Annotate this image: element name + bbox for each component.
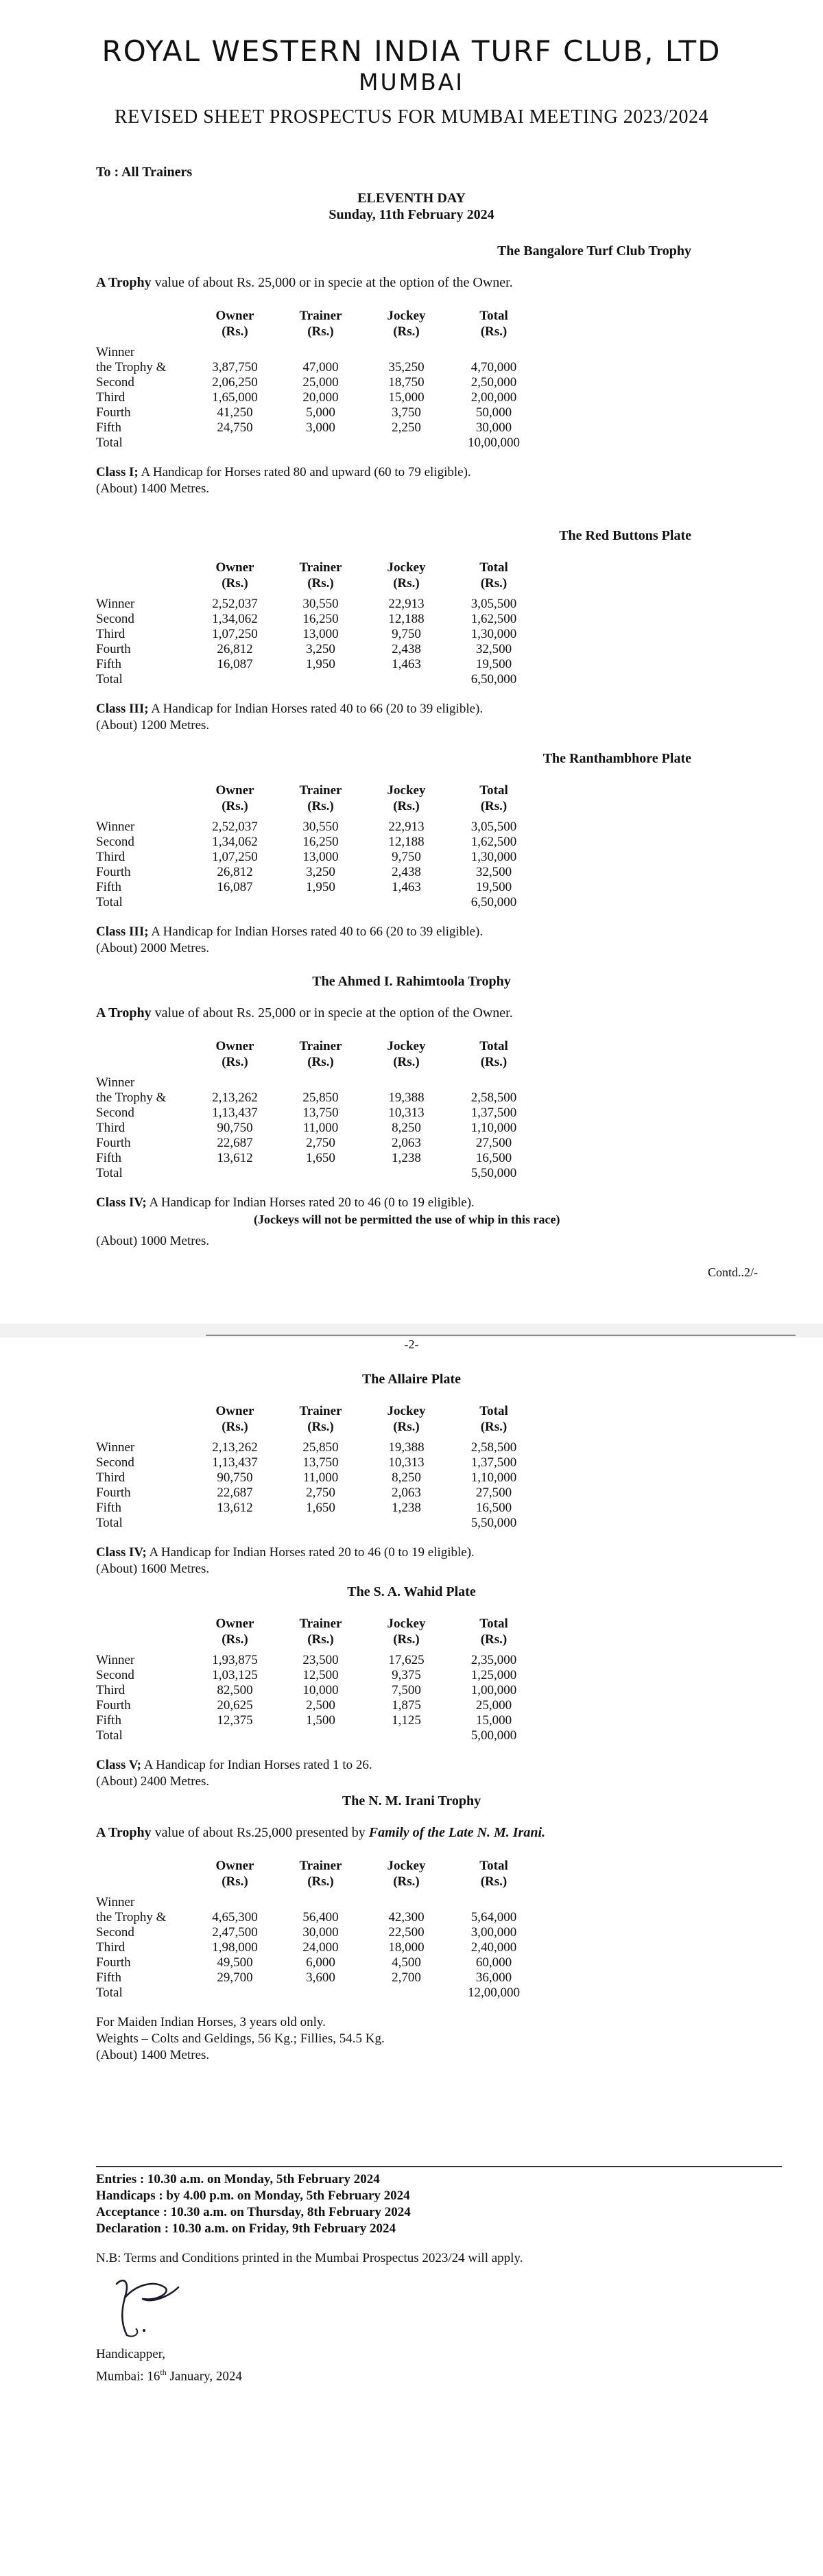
table-row: Third 90,750 11,000 8,250 1,10,000	[96, 1470, 538, 1486]
race-distance: (About) 2000 Metres.	[96, 941, 210, 955]
cell-trainer: 23,500	[302, 1653, 339, 1667]
cell-owner: 4,65,300	[212, 1910, 258, 1924]
column-header-owner: Owner (Rs.)	[215, 309, 254, 339]
cell-total: 16,500	[475, 1501, 512, 1515]
cell-total: 30,000	[475, 420, 512, 435]
cell-jockey: 1,125	[392, 1713, 421, 1728]
cell-owner: 1,07,250	[212, 627, 258, 641]
deadlines	[96, 2171, 411, 2237]
column-header-owner: Owner (Rs.)	[215, 1859, 254, 1889]
cell-jockey: 12,188	[388, 612, 425, 626]
cell-total: 19,500	[475, 657, 512, 671]
race-2-name: The Red Buttons Plate	[559, 528, 691, 543]
deadlines-divider	[96, 2166, 782, 2167]
cell-owner: 1,34,062	[212, 612, 258, 626]
column-header-total: Total (Rs.)	[479, 783, 508, 813]
race-distance: (About) 1000 Metres.	[96, 1234, 210, 1248]
cell-total: 60,000	[475, 1955, 512, 1970]
column-header-trainer: Trainer (Rs.)	[299, 309, 342, 339]
race-1-name: The Bangalore Turf Club Trophy	[497, 243, 691, 259]
cell-total: 1,62,500	[470, 835, 517, 849]
race-7-trophy-line: A Trophy value of about Rs.25,000 presented by Family of the Late N. M. Irani.	[96, 1825, 546, 1840]
grand-total: 5,50,000	[470, 1166, 517, 1180]
table-row: Third 1,98,000 24,000 18,000 2,40,000	[96, 1940, 538, 1955]
entries-deadline: Entries : 10.30 a.m. on Monday, 5th February 2024	[96, 2172, 380, 2186]
cell-total: 4,70,000	[470, 360, 517, 374]
cell-total: 1,10,000	[470, 1470, 517, 1485]
race-1-prize-table	[96, 308, 538, 451]
column-header-owner: Owner (Rs.)	[215, 1039, 254, 1069]
cell-jockey: 9,750	[392, 850, 421, 864]
continued-note: Contd..2/-	[707, 1265, 758, 1279]
race-6-conditions: Class V; A Handicap for Indian Horses rated 1 to 26. (About) 2400 Metres.	[96, 1758, 372, 1789]
table-row: Fifth 13,612 1,650 1,238 16,500	[96, 1501, 538, 1516]
cell-trainer: 5,000	[306, 405, 335, 420]
cell-owner: 24,750	[217, 420, 253, 435]
table-row: the Trophy & 2,13,262 25,850 19,388 2,58,500	[96, 1090, 538, 1106]
club-name: ROYAL WESTERN INDIA TURF CLUB, LTD	[102, 34, 721, 68]
grand-total: 12,00,000	[468, 1985, 520, 2000]
table-row: Second 1,13,437 13,750 10,313 1,37,500	[96, 1106, 538, 1121]
table-row: Winner 2,13,262 25,850 19,388 2,58,500	[96, 1440, 538, 1455]
cell-trainer: 16,250	[302, 835, 339, 849]
grand-total: 10,00,000	[468, 436, 520, 450]
cell-trainer: 25,000	[302, 375, 339, 390]
cell-trainer: 30,000	[302, 1925, 339, 1940]
column-header-jockey: Jockey (Rs.)	[387, 1404, 426, 1434]
cell-trainer: 2,500	[306, 1698, 335, 1713]
race-5-prize-table	[96, 1403, 538, 1531]
cell-trainer: 25,850	[302, 1090, 339, 1105]
handicapper-role: Handicapper,	[96, 2347, 166, 2361]
column-header-total: Total (Rs.)	[479, 1404, 508, 1434]
cell-owner: 1,98,000	[212, 1940, 258, 1955]
table-row: the Trophy & 4,65,300 56,400 42,300 5,64,000	[96, 1910, 538, 1925]
cell-total: 1,25,000	[470, 1668, 517, 1682]
table-row: Winner 2,52,037 30,550 22,913 3,05,500	[96, 597, 538, 612]
cell-owner: 1,07,250	[212, 850, 258, 864]
cell-total: 1,30,000	[470, 850, 517, 864]
table-row: Fifth 29,700 3,600 2,700 36,000	[96, 1970, 538, 1985]
page-number: -2-	[404, 1337, 419, 1351]
race-7-name: The N. M. Irani Trophy	[342, 1793, 481, 1809]
table-row: Fourth 22,687 2,750 2,063 27,500	[96, 1486, 538, 1501]
total-row: Total 5,50,000	[96, 1516, 538, 1531]
cell-trainer: 13,750	[302, 1455, 339, 1470]
grand-total: 6,50,000	[470, 895, 517, 909]
cell-owner: 49,500	[217, 1955, 253, 1970]
document-title: REVISED SHEET PROSPECTUS FOR MUMBAI MEETING 2023/2024	[114, 106, 709, 128]
cell-owner: 2,47,500	[212, 1925, 258, 1940]
terms-note: N.B: Terms and Conditions printed in the Mumbai Prospectus 2023/24 will apply.	[96, 2251, 523, 2265]
cell-total: 3,05,500	[470, 820, 517, 834]
cell-jockey: 10,313	[388, 1106, 425, 1120]
cell-jockey: 2,438	[392, 865, 421, 879]
cell-owner: 26,812	[217, 642, 253, 656]
grand-total: 6,50,000	[470, 672, 517, 687]
total-row: Total 6,50,000	[96, 895, 538, 910]
declaration-deadline: Declaration : 10.30 a.m. on Friday, 9th February 2024	[96, 2221, 396, 2236]
table-row: Second 2,47,500 30,000 22,500 3,00,000	[96, 1925, 538, 1940]
column-header-trainer: Trainer (Rs.)	[299, 1404, 342, 1434]
column-header-owner: Owner (Rs.)	[215, 1404, 254, 1434]
cell-owner: 22,687	[217, 1486, 253, 1500]
cell-owner: 2,52,037	[212, 597, 258, 611]
cell-total: 2,50,000	[470, 375, 517, 390]
race-4-prize-table	[96, 1038, 538, 1181]
cell-owner: 2,13,262	[212, 1440, 258, 1455]
cell-jockey: 10,313	[388, 1455, 425, 1470]
column-header-jockey: Jockey (Rs.)	[387, 1039, 426, 1069]
cell-owner: 1,93,875	[212, 1653, 258, 1667]
cell-jockey: 18,750	[388, 375, 425, 390]
cell-total: 1,37,500	[470, 1106, 517, 1120]
cell-owner: 1,34,062	[212, 835, 258, 849]
cell-jockey: 9,375	[392, 1668, 421, 1682]
table-row: Third 82,500 10,000 7,500 1,00,000	[96, 1683, 538, 1698]
cell-owner: 3,87,750	[212, 360, 258, 374]
cell-owner: 13,612	[217, 1501, 253, 1515]
page-separator-line	[206, 1335, 796, 1336]
cell-total: 27,500	[475, 1486, 512, 1500]
cell-trainer: 20,000	[302, 390, 339, 405]
column-header-jockey: Jockey (Rs.)	[387, 560, 426, 591]
cell-owner: 90,750	[217, 1121, 253, 1135]
cell-owner: 1,03,125	[212, 1668, 258, 1682]
cell-owner: 20,625	[217, 1698, 253, 1713]
cell-trainer: 25,850	[302, 1440, 339, 1455]
cell-total: 1,10,000	[470, 1121, 517, 1135]
cell-trainer: 11,000	[302, 1470, 339, 1485]
race-7-conditions: For Maiden Indian Horses, 3 years old only. Weights – Colts and Geldings, 56 Kg.; Fillies, 54.5 Kg. (About) 1400 Metres.	[96, 2015, 385, 2062]
cell-trainer: 1,950	[306, 880, 335, 894]
column-header-total: Total (Rs.)	[479, 309, 508, 339]
table-row: Third 1,65,000 20,000 15,000 2,00,000	[96, 390, 538, 405]
table-row: Winner	[96, 1075, 135, 1090]
race-4-trophy-line: A Trophy value of about Rs. 25,000 or in specie at the option of the Owner.	[96, 1005, 513, 1021]
cell-trainer: 1,650	[306, 1501, 335, 1515]
table-row: Third 1,07,250 13,000 9,750 1,30,000	[96, 627, 538, 642]
handicapper-signature	[103, 2270, 199, 2346]
column-header-jockey: Jockey (Rs.)	[387, 783, 426, 813]
cell-owner: 29,700	[217, 1970, 253, 1985]
table-row: Fourth 41,250 5,000 3,750 50,000	[96, 405, 538, 420]
table-row: Second 1,34,062 16,250 12,188 1,62,500	[96, 835, 538, 850]
table-row: Fifth 12,375 1,500 1,125 15,000	[96, 1713, 538, 1728]
cell-total: 19,500	[475, 880, 512, 894]
whip-note: (Jockeys will not be permitted the use of whip in this race)	[254, 1213, 560, 1226]
race-2-conditions: Class III; A Handicap for Indian Horses rated 40 to 66 (20 to 39 eligible). (About) 1200 Metres.	[96, 702, 484, 732]
column-header-total: Total (Rs.)	[479, 1617, 508, 1647]
cell-total: 32,500	[475, 642, 512, 656]
cell-trainer: 3,000	[306, 420, 335, 435]
cell-jockey: 8,250	[392, 1470, 421, 1485]
column-header-jockey: Jockey (Rs.)	[387, 1617, 426, 1647]
table-row: Third 90,750 11,000 8,250 1,10,000	[96, 1121, 538, 1136]
race-3-prize-table	[96, 783, 538, 910]
race-3-name: The Ranthambhore Plate	[542, 751, 691, 766]
table-row: Fifth 16,087 1,950 1,463 19,500	[96, 657, 538, 672]
cell-jockey: 19,388	[388, 1090, 425, 1105]
table-row: Fourth 20,625 2,500 1,875 25,000	[96, 1698, 538, 1713]
grand-total: 5,00,000	[470, 1728, 517, 1743]
cell-total: 3,05,500	[470, 597, 517, 611]
total-row: Total 5,00,000	[96, 1728, 538, 1743]
cell-total: 1,00,000	[470, 1683, 517, 1697]
cell-total: 15,000	[475, 1713, 512, 1728]
cell-jockey: 2,063	[392, 1136, 421, 1150]
cell-trainer: 56,400	[302, 1910, 339, 1924]
race-1-conditions: Class I; A Handicap for Horses rated 80 and upward (60 to 79 eligible). (About) 1400 Metres.	[96, 465, 471, 496]
cell-total: 1,62,500	[470, 612, 517, 626]
cell-trainer: 30,550	[302, 597, 339, 611]
addressee: To : All Trainers	[96, 165, 193, 180]
cell-trainer: 3,250	[306, 642, 335, 656]
column-header-owner: Owner (Rs.)	[215, 560, 254, 591]
cell-trainer: 3,250	[306, 865, 335, 879]
total-row: Total 6,50,000	[96, 672, 538, 687]
cell-trainer: 10,000	[302, 1683, 339, 1697]
column-header-total: Total (Rs.)	[479, 1039, 508, 1069]
cell-jockey: 9,750	[392, 627, 421, 641]
column-header-jockey: Jockey (Rs.)	[387, 1859, 426, 1889]
table-row: Fourth 26,812 3,250 2,438 32,500	[96, 642, 538, 657]
cell-jockey: 22,913	[388, 597, 425, 611]
table-row: Fourth 26,812 3,250 2,438 32,500	[96, 865, 538, 880]
handicaps-deadline: Handicaps : by 4.00 p.m. on Monday, 5th February 2024	[96, 2189, 410, 2203]
cell-trainer: 16,250	[302, 612, 339, 626]
cell-jockey: 2,063	[392, 1486, 421, 1500]
race-distance: (About) 2400 Metres.	[96, 1774, 210, 1789]
race-5-conditions: Class IV; A Handicap for Indian Horses rated 20 to 46 (0 to 19 eligible). (About) 1600 Metres.	[96, 1545, 475, 1576]
cell-owner: 2,13,262	[212, 1090, 258, 1105]
cell-jockey: 22,913	[388, 820, 425, 834]
cell-owner: 2,06,250	[212, 375, 258, 390]
race-distance: (About) 1400 Metres.	[96, 481, 210, 496]
cell-jockey: 3,750	[392, 405, 421, 420]
table-row: Winner 1,93,875 23,500 17,625 2,35,000	[96, 1653, 538, 1668]
cell-trainer: 6,000	[306, 1955, 335, 1970]
table-row: Second 1,34,062 16,250 12,188 1,62,500	[96, 612, 538, 627]
cell-trainer: 11,000	[302, 1121, 339, 1135]
acceptance-deadline: Acceptance : 10.30 a.m. on Thursday, 8th February 2024	[96, 2205, 411, 2219]
cell-jockey: 35,250	[388, 360, 425, 374]
table-row: Second 2,06,250 25,000 18,750 2,50,000	[96, 375, 538, 390]
cell-jockey: 1,238	[392, 1151, 421, 1165]
race-4-conditions: Class IV; A Handicap for Indian Horses rated 20 to 46 (0 to 19 eligible). (Jockeys will not be permitted the use of whip in this race) (About) 1000 Metres.	[96, 1195, 560, 1248]
table-row: Fourth 49,500 6,000 4,500 60,000	[96, 1955, 538, 1970]
column-header-trainer: Trainer (Rs.)	[299, 1859, 342, 1889]
race-7-prize-table	[96, 1858, 538, 2001]
column-header-trainer: Trainer (Rs.)	[299, 783, 342, 813]
race-6-name: The S. A. Wahid Plate	[347, 1584, 476, 1599]
cell-total: 1,37,500	[470, 1455, 517, 1470]
cell-total: 32,500	[475, 865, 512, 879]
cell-trainer: 12,500	[302, 1668, 339, 1682]
column-header-jockey: Jockey (Rs.)	[387, 309, 426, 339]
cell-total: 25,000	[475, 1698, 512, 1713]
grand-total: 5,50,000	[470, 1516, 517, 1530]
cell-total: 36,000	[475, 1970, 512, 1985]
cell-jockey: 2,700	[392, 1970, 421, 1985]
column-header-trainer: Trainer (Rs.)	[299, 1617, 342, 1647]
race-2-prize-table	[96, 560, 538, 687]
cell-owner: 16,087	[217, 657, 253, 671]
table-row: Fifth 13,612 1,650 1,238 16,500	[96, 1151, 538, 1166]
cell-total: 50,000	[475, 405, 512, 420]
column-header-trainer: Trainer (Rs.)	[299, 1039, 342, 1069]
cell-total: 2,40,000	[470, 1940, 517, 1955]
cell-jockey: 18,000	[388, 1940, 425, 1955]
cell-owner: 82,500	[217, 1683, 253, 1697]
cell-trainer: 2,750	[306, 1486, 335, 1500]
table-row: Winner	[96, 345, 135, 359]
cell-owner: 1,13,437	[212, 1106, 258, 1120]
cell-owner: 16,087	[217, 880, 253, 894]
cell-jockey: 19,388	[388, 1440, 425, 1455]
race-distance: (About) 1600 Metres.	[96, 1562, 210, 1576]
cell-jockey: 2,250	[392, 420, 421, 435]
cell-owner: 2,52,037	[212, 820, 258, 834]
cell-trainer: 24,000	[302, 1940, 339, 1955]
cell-total: 16,500	[475, 1151, 512, 1165]
column-header-owner: Owner (Rs.)	[215, 783, 254, 813]
table-row: Fifth 24,750 3,000 2,250 30,000	[96, 420, 538, 436]
column-header-total: Total (Rs.)	[479, 1859, 508, 1889]
race-distance: (About) 1400 Metres.	[96, 2048, 210, 2062]
cell-jockey: 4,500	[392, 1955, 421, 1970]
cell-trainer: 47,000	[302, 360, 339, 374]
cell-jockey: 1,875	[392, 1698, 421, 1713]
cell-total: 2,35,000	[470, 1653, 517, 1667]
club-city: MUMBAI	[358, 69, 465, 95]
cell-total: 2,00,000	[470, 390, 517, 405]
cell-total: 1,30,000	[470, 627, 517, 641]
column-header-trainer: Trainer (Rs.)	[299, 560, 342, 591]
cell-jockey: 22,500	[388, 1925, 425, 1940]
cell-total: 5,64,000	[470, 1910, 517, 1924]
cell-jockey: 1,463	[392, 880, 421, 894]
table-row: Winner 2,52,037 30,550 22,913 3,05,500	[96, 820, 538, 835]
cell-owner: 1,13,437	[212, 1455, 258, 1470]
race-4-name: The Ahmed I. Rahimtoola Trophy	[312, 974, 511, 989]
cell-jockey: 17,625	[388, 1653, 425, 1667]
cell-trainer: 13,000	[302, 627, 339, 641]
table-row: Fifth 16,087 1,950 1,463 19,500	[96, 880, 538, 895]
table-row: Third 1,07,250 13,000 9,750 1,30,000	[96, 850, 538, 865]
signoff-date: Mumbai: 16th January, 2024	[96, 2368, 242, 2384]
race-6-prize-table	[96, 1616, 538, 1743]
cell-trainer: 1,500	[306, 1713, 335, 1728]
cell-trainer: 13,000	[302, 850, 339, 864]
handicapper-signoff	[96, 2346, 242, 2385]
cell-total: 3,00,000	[470, 1925, 517, 1940]
cell-jockey: 1,238	[392, 1501, 421, 1515]
race-1-trophy-line: A Trophy value of about Rs. 25,000 or in specie at the option of the Owner.	[96, 275, 513, 290]
cell-owner: 1,65,000	[212, 390, 258, 405]
cell-total: 2,58,500	[470, 1090, 517, 1105]
race-distance: (About) 1200 Metres.	[96, 718, 210, 732]
cell-trainer: 2,750	[306, 1136, 335, 1150]
column-header-total: Total (Rs.)	[479, 560, 508, 591]
table-row: Winner	[96, 1895, 135, 1909]
cell-jockey: 7,500	[392, 1683, 421, 1697]
race-5-name: The Allaire Plate	[361, 1372, 462, 1387]
cell-owner: 13,612	[217, 1151, 253, 1165]
cell-trainer: 3,600	[306, 1970, 335, 1985]
day-title: ELEVENTH DAY	[357, 191, 466, 206]
cell-total: 2,58,500	[470, 1440, 517, 1455]
cell-owner: 26,812	[217, 865, 253, 879]
cell-owner: 12,375	[217, 1713, 253, 1728]
column-header-owner: Owner (Rs.)	[215, 1617, 254, 1647]
day-date: Sunday, 11th February 2024	[329, 207, 494, 222]
cell-trainer: 1,950	[306, 657, 335, 671]
cell-trainer: 1,650	[306, 1151, 335, 1165]
table-row: Second 1,03,125 12,500 9,375 1,25,000	[96, 1668, 538, 1683]
total-row: Total 5,50,000	[96, 1166, 538, 1181]
table-row: Fourth 22,687 2,750 2,063 27,500	[96, 1136, 538, 1151]
cell-jockey: 2,438	[392, 642, 421, 656]
cell-trainer: 13,750	[302, 1106, 339, 1120]
table-row: Second 1,13,437 13,750 10,313 1,37,500	[96, 1455, 538, 1470]
cell-total: 27,500	[475, 1136, 512, 1150]
total-row: Total 10,00,000	[96, 436, 538, 451]
cell-jockey: 15,000	[388, 390, 425, 405]
total-row: Total 12,00,000	[96, 1985, 538, 2001]
cell-jockey: 12,188	[388, 835, 425, 849]
cell-jockey: 8,250	[392, 1121, 421, 1135]
table-row: the Trophy & 3,87,750 47,000 35,250 4,70,000	[96, 360, 538, 375]
race-3-conditions: Class III; A Handicap for Indian Horses rated 40 to 66 (20 to 39 eligible). (About) 2000 Metres.	[96, 925, 484, 955]
cell-owner: 22,687	[217, 1136, 253, 1150]
cell-jockey: 42,300	[388, 1910, 425, 1924]
cell-owner: 41,250	[217, 405, 253, 420]
cell-trainer: 30,550	[302, 820, 339, 834]
cell-owner: 90,750	[217, 1470, 253, 1485]
cell-jockey: 1,463	[392, 657, 421, 671]
